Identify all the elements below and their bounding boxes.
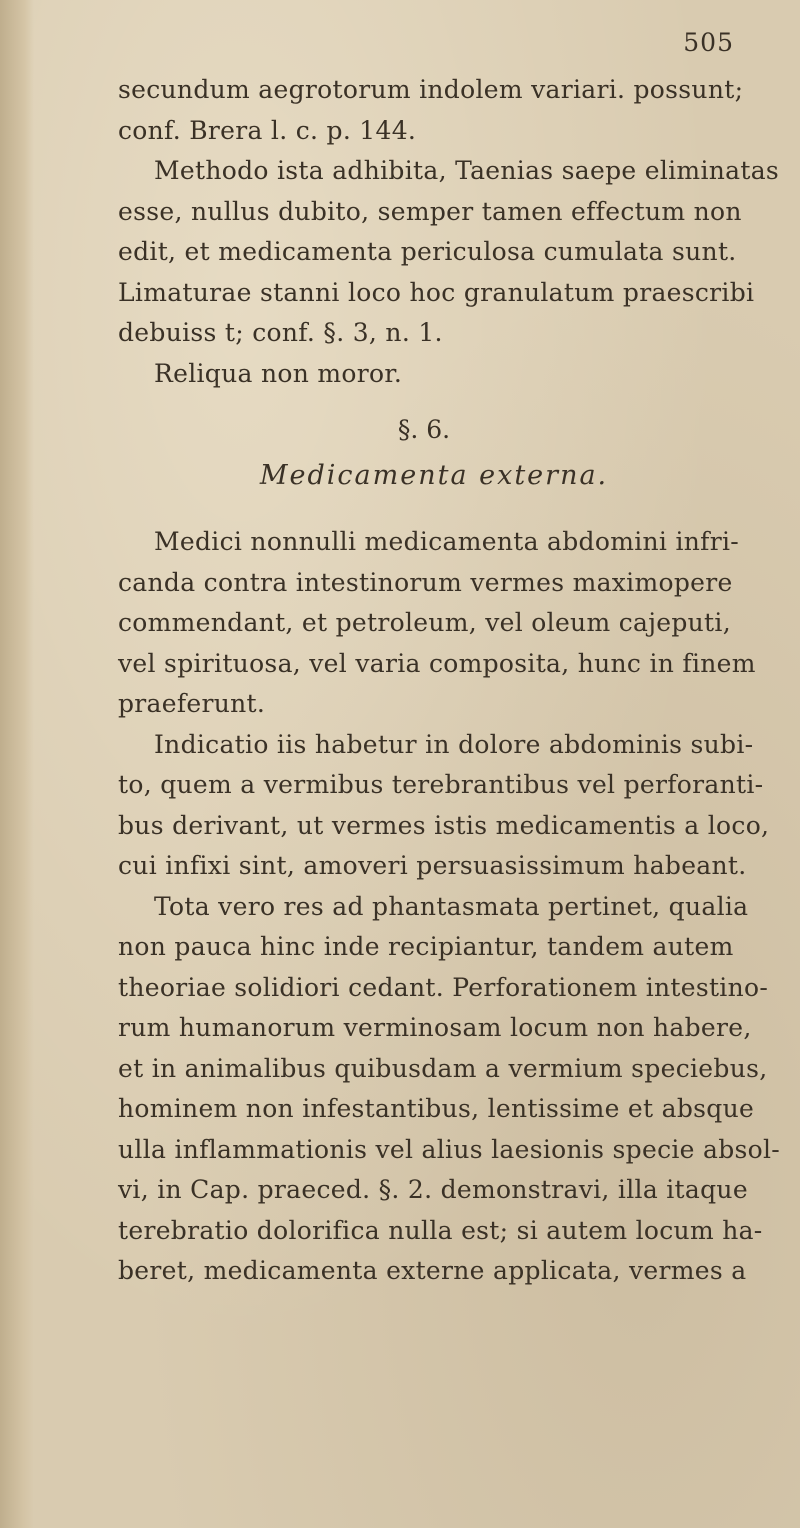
text-line: commendant, et petroleum, vel oleum cajeputi, xyxy=(118,608,731,637)
text-line: Medici nonnulli medicamenta abdomini infri- xyxy=(154,527,739,556)
text-line: conf. Brera l. c. p. 144. xyxy=(118,115,417,145)
text-line: edit, et medicamenta periculosa cumulata sunt. xyxy=(118,237,737,266)
text-line: secundum aegrotorum indolem variari. possunt; xyxy=(118,75,744,104)
text-line: vi, in Cap. praeced. §. 2. demonstravi, illa itaque xyxy=(118,1175,748,1204)
text-line: non pauca hinc inde recipiantur, tandem autem xyxy=(118,932,734,961)
text-line: to, quem a vermibus terebrantibus vel perforanti- xyxy=(118,770,764,799)
paragraph-continuation xyxy=(118,70,744,151)
page-number: 505 xyxy=(683,28,734,57)
paragraph-indicatio xyxy=(118,725,770,887)
section-number: §. 6. xyxy=(397,415,451,444)
text-line: rum humanorum verminosam locum non habere, xyxy=(118,1013,752,1042)
text-line: et in animalibus quibusdam a vermium speciebus, xyxy=(118,1053,768,1083)
paragraph-reliqua xyxy=(118,354,710,395)
text-line: bus derivant, ut vermes istis medicamentis a loco, xyxy=(118,810,770,840)
page-edge-shadow xyxy=(0,0,34,1528)
paragraph-methodo xyxy=(118,151,780,354)
paragraph-medici xyxy=(118,522,756,725)
text-line: vel spirituosa, vel varia composita, hunc in finem xyxy=(118,648,756,678)
text-block xyxy=(118,70,781,1292)
text-line: Limaturae stanni loco hoc granulatum praescribi xyxy=(118,277,755,307)
text-line: terebratio dolorifica nulla est; si autem locum ha- xyxy=(118,1215,763,1245)
text-line: praeferunt. xyxy=(118,689,266,718)
text-line: beret, medicamenta externe applicata, vermes a xyxy=(118,1256,747,1285)
text-line: Tota vero res ad phantasmata pertinet, qualia xyxy=(154,891,749,921)
text-line: hominem non infestantibus, lentissime et absque xyxy=(118,1094,755,1123)
text-line: Reliqua non moror. xyxy=(154,358,403,388)
text-line: esse, nullus dubito, semper tamen effectum non xyxy=(118,196,742,226)
text-line: Methodo ista adhibita, Taenias saepe eliminatas xyxy=(154,156,780,185)
text-line: cui infixi sint, amoveri persuasissimum habeant. xyxy=(118,851,747,880)
section-title: Medicamenta externa. xyxy=(259,460,609,491)
text-line: canda contra intestinorum vermes maximopere xyxy=(118,567,733,597)
paragraph-tota xyxy=(118,887,781,1292)
text-line: ulla inflammationis vel alius laesionis specie absol- xyxy=(118,1134,781,1164)
text-line: theoriae solidiori cedant. Perforationem intestino- xyxy=(118,972,769,1002)
text-line: Indicatio iis habetur in dolore abdominis subi- xyxy=(154,729,754,759)
text-line: debuiss t; conf. §. 3, n. 1. xyxy=(118,318,443,347)
